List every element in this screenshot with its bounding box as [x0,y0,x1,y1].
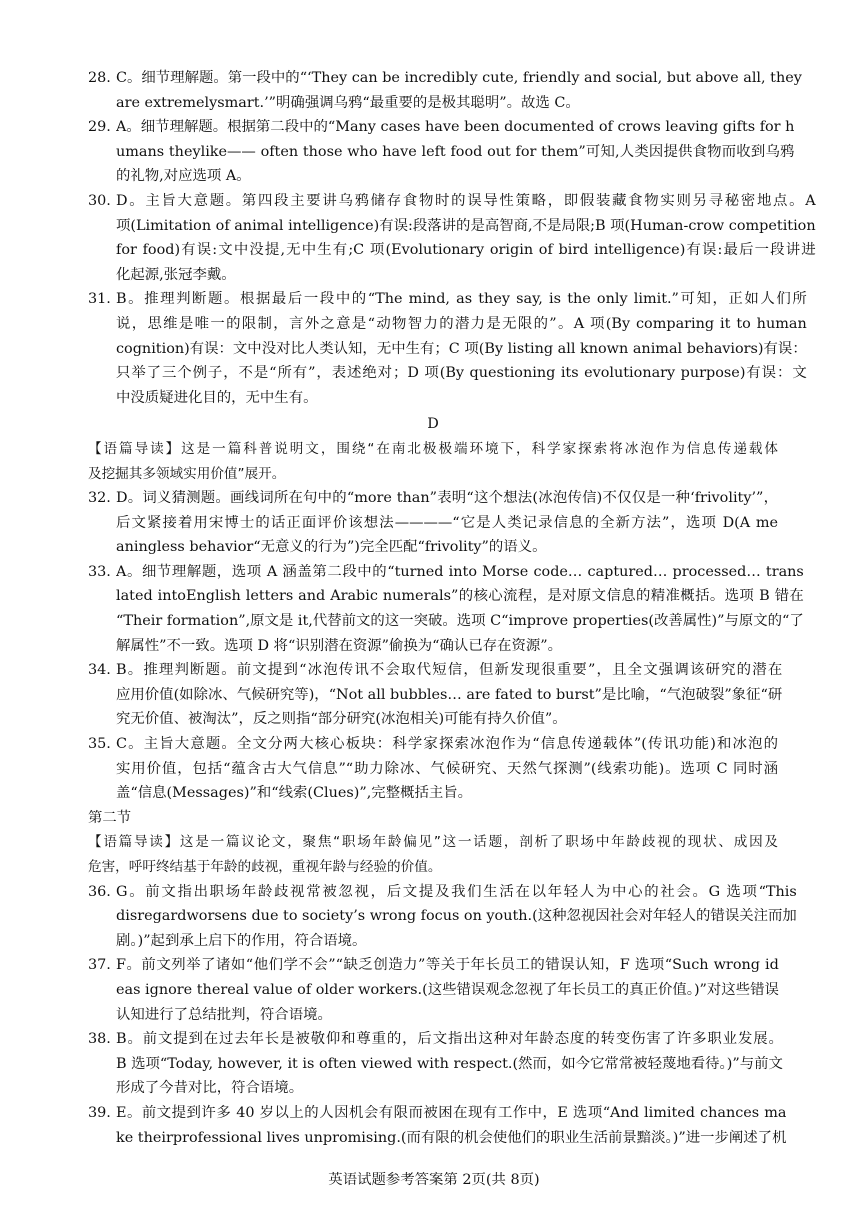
explanation-line: 解属性”不一致。选项 D 将“识别潜在资源”偷换为“确认已存在资源”。 [116,637,563,654]
question-number: 29. [88,119,111,136]
explanation-line: A。细节理解题，选项 A 涵盖第二段中的“turned into Morse code… captured… processed… trans [116,563,804,580]
question-number: 34. [88,662,111,679]
section-letter-d: D [427,416,439,433]
answer-explanation [116,1101,786,1150]
question-number: 38. [88,1031,111,1048]
answer-item [88,1027,783,1101]
reading-guide-d [88,437,778,486]
guide-line: 及挖掘其多领域实用价值”展开。 [88,465,286,482]
answer-explanation [116,732,778,806]
question-number: 37. [88,957,111,974]
explanation-line: 究无价值、被淘汰”，反之则指“部分研究(冰泡相关)可能有持久价值”。 [116,711,567,728]
answer-explanation [116,486,778,560]
explanation-line: 的礼物,对应选项 A。 [116,168,251,185]
explanation-line: umans theylike—— often those who have left food out for them”可知,人类因提供食物而收到乌鸦 [116,143,795,160]
items-group-reading-d [88,486,804,806]
question-number: 32. [88,490,111,507]
explanation-line: 只举了三个例子，不是“所有”，表述绝对；D 项(By questioning its evolutionary purpose)有误：文 [116,365,807,382]
answer-item [88,486,778,560]
explanation-line: 应用价值(如除冰、气候研究等)，“Not all bubbles… are fated to burst”是比喻，“气泡破裂”象征“研 [116,686,783,703]
explanation-line: F。前文列举了诸如“他们学不会”“缺乏创造力”等关于年长员工的错误认知，F 选项“Such wrong id [116,957,779,974]
answer-item [88,287,807,410]
question-number: 31. [88,291,111,308]
explanation-line: eas ignore thereal value of older workers.(这些错误观念忽视了年长员工的真正价值。)”对这些错误 [116,981,779,998]
answer-explanation [116,1027,783,1101]
explanation-line: aningless behavior“无意义的行为”)完全匹配“frivolity”的语义。 [116,539,547,556]
explanation-line: G。前文指出职场年龄歧视常被忽视，后文提及我们生活在以年轻人为中心的社会。G 选项“This [116,883,797,900]
reading-guide-part-two [88,830,778,879]
question-number: 36. [88,883,111,900]
explanation-line: 项(Limitation of animal intelligence)有误:段落讲的是高智商,不是局限;B 项(Human-crow competition [116,217,816,234]
explanation-line: A。细节理解题。根据第二段中的“Many cases have been documented of crows leaving gifts for h [116,119,795,136]
explanation-line: 形成了今昔对比，符合语境。 [116,1080,304,1097]
question-number: 33. [88,563,111,580]
answer-explanation [116,66,802,115]
answer-explanation [116,287,807,410]
explanation-line: lated intoEnglish letters and Arabic numerals”的核心流程，是对原文信息的精准概括。选项 B 错在 [116,588,804,605]
items-group-part-two [88,880,797,1151]
answer-explanation [116,658,782,732]
page-content [88,66,816,1150]
items-group-reading-c [88,66,816,410]
question-number: 39. [88,1104,111,1121]
section-heading-part-two: 第二节 [88,809,132,826]
answer-explanation [116,189,816,287]
explanation-line: C。细节理解题。第一段中的“‘They can be incredibly cute, friendly and social, but above all, they [116,70,802,86]
explanation-line: 盖“信息(Messages)”和“线索(Clues)”,完整概括主旨。 [116,785,473,802]
explanation-line: B。前文提到在过去年长是被敬仰和尊重的，后文指出这种对年龄态度的转变伤害了许多职业发展。 [116,1031,783,1048]
explanation-line: ke theirprofessional lives unpromising.(而有限的机会使他们的职业生活前景黯淡。)”进一步阐述了机 [116,1129,787,1146]
answer-explanation [116,953,779,1027]
explanation-line: B 选项“Today, however, it is often viewed with respect.(然而，如今它常常被轻蔑地看待。)”与前文 [116,1055,783,1072]
explanation-line: are extremelysmart.’”明确强调乌鸦“最重要的是极其聪明”。故选 C。 [116,94,580,111]
answer-item [88,880,797,954]
explanation-line: 实用价值，包括“蕴含古大气信息”“助力除冰、气候研究、天然气探测”(线索功能)。选项 C 同时涵 [116,760,778,777]
question-number: 30. [88,192,111,209]
page-footer: 英语试题参考答案第 2页(共 8页) [328,1172,540,1188]
explanation-line: D。词义猜测题。画线词所在句中的“more than”表明“这个想法(冰泡传信)不仅仅是一种‘frivolity’”， [116,490,778,507]
explanation-line: 中没质疑进化目的，无中生有。 [116,389,318,406]
answer-item [88,953,778,1027]
explanation-line: 说，思维是唯一的限制，言外之意是“动物智力的潜力是无限的”。A 项(By comparing it to human [116,315,807,332]
answer-item [88,1101,787,1150]
explanation-line: for food)有误:文中没提,无中生有;C 项(Evolutionary origin of bird intelligence)有误:最后一段讲进 [116,242,816,259]
guide-line: 危害，呼吁终结基于年龄的歧视，重视年龄与经验的价值。 [88,859,442,875]
explanation-line: 认知进行了总结批判，符合语境。 [116,1006,332,1023]
answer-explanation [116,880,797,954]
explanation-line: C。主旨大意题。全文分两大核心板块：科学家探索冰泡作为“信息传递载体”(传讯功能)和冰泡的 [116,736,778,753]
explanation-line: “Their formation”,原文是 it,代替前文的这一突破。选项 C“improve properties(改善属性)”与原文的“了 [116,613,804,630]
explanation-line: 剧。)”起到承上启下的作用，符合语境。 [116,932,367,949]
answer-item [88,732,778,806]
question-number: 35. [88,736,111,753]
guide-line: 【语篇导读】这是一篇议论文，聚焦“职场年龄偏见”这一话题，剖析了职场中年龄歧视的现状、成因及 [88,834,778,851]
answer-item [88,66,802,115]
question-number: 28. [88,70,111,86]
answer-explanation [116,115,794,189]
explanation-line: B。推理判断题。根据最后一段中的“The mind, as they say, is the only limit.”可知，正如人们所 [116,291,807,308]
explanation-line: D。主旨大意题。第四段主要讲乌鸦储存食物时的误导性策略，即假装藏食物实则另寻秘密地点。A [116,192,816,209]
answer-item [88,189,816,287]
explanation-line: cognition)有误：文中没对比人类认知，无中生有；C 项(By listing all known animal behaviors)有误： [116,340,807,357]
explanation-line: disregardworsens due to society’s wrong focus on youth.(这种忽视因社会对年轻人的错误关注而加 [116,908,797,925]
explanation-line: E。前文提到许多 40 岁以上的人因机会有限而被困在现有工作中，E 选项“And limited chances ma [116,1104,787,1121]
explanation-line: 后文紧接着用宋博士的话正面评价该想法————“它是人类记录信息的全新方法”，选项 D(A me [116,514,778,531]
explanation-line: 化起源,张冠李戴。 [116,266,236,283]
answer-item [88,115,795,189]
answer-explanation [116,560,804,658]
explanation-line: B。推理判断题。前文提到“冰泡传讯不会取代短信，但新发现很重要”，且全文强调该研究的潜在 [116,662,783,679]
guide-line: 【语篇导读】这是一篇科普说明文，围绕“在南北极极端环境下，科学家探索将冰泡作为信息传递载体 [88,440,778,457]
answer-item [88,560,804,658]
answer-item [88,658,783,732]
